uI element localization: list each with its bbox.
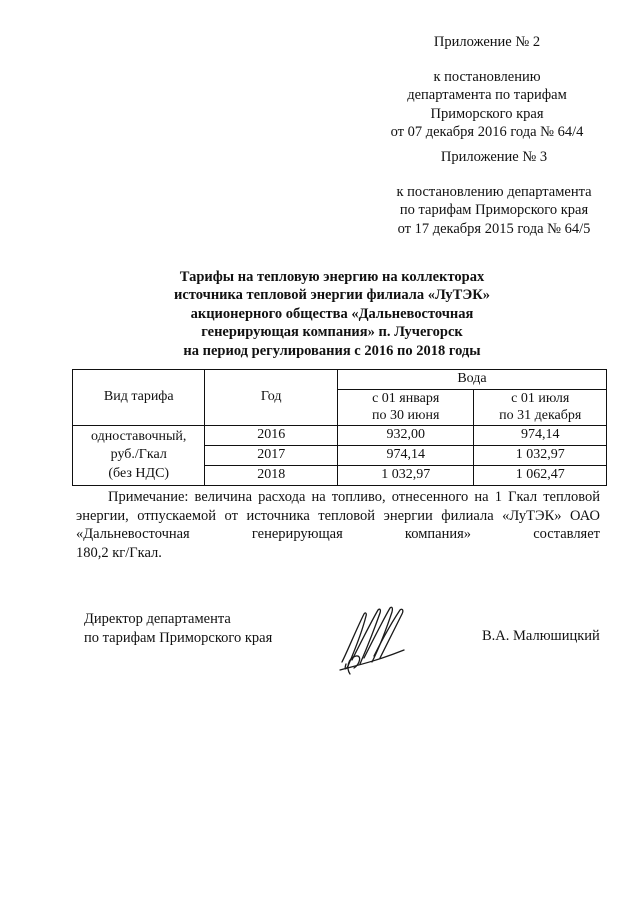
- title-line: акционерного общества «Дальневосточная: [190, 305, 474, 322]
- appendix-2-heading: Приложение № 2: [433, 34, 541, 50]
- period-2-start: с 01 июля: [511, 390, 570, 406]
- signer-position: [84, 610, 272, 648]
- period-1-start: с 01 января: [372, 390, 440, 406]
- title-line: на период регулирования с 2016 по 2018 годы: [183, 342, 481, 359]
- appendix-3-line: по тарифам Приморского края: [399, 202, 589, 219]
- header-period-2: [474, 389, 607, 426]
- header-year: Год: [205, 370, 337, 426]
- table-row: [73, 426, 607, 446]
- signer-position-line: по тарифам Приморского края: [84, 629, 273, 646]
- value-cell: 974,14: [474, 426, 607, 446]
- value-cell: 974,14: [337, 446, 474, 466]
- header-period-1: [337, 389, 474, 426]
- handwritten-signature-icon: [334, 600, 414, 680]
- period-2-end: по 31 декабря: [499, 407, 582, 423]
- note-text: Примечание: величина расхода на топливо, отнесенного на 1 Гкал тепловой энергии, отпускаемой от источника тепловой энергии филиала «ЛуТЭК» ОАО «Дальневосточная генерирующая компания» составляет: [76, 489, 600, 543]
- appendix-2-line: от 07 декабря 2016 года № 64/4: [390, 124, 584, 141]
- year-cell: 2017: [205, 446, 337, 466]
- signer-position-line: Директор департамента: [84, 611, 231, 627]
- appendix-3-block: [374, 148, 614, 238]
- title-line: Тарифы на тепловую энергию на коллекторах: [179, 269, 485, 285]
- appendix-2-line: к постановлению: [433, 68, 541, 85]
- appendix-2-block: [384, 33, 590, 142]
- note-text-end: 180,2 кг/Гкал.: [76, 545, 162, 561]
- table-header-row: [73, 370, 607, 390]
- tariff-type-line: одноставочный,: [91, 429, 187, 445]
- year-cell: 2018: [205, 465, 337, 485]
- tariff-type-line: руб./Гкал: [110, 447, 167, 463]
- header-water: Вода: [337, 370, 606, 390]
- note-paragraph: [76, 488, 600, 544]
- appendix-3-line: к постановлению департамента: [396, 183, 592, 200]
- value-cell: 932,00: [337, 426, 474, 446]
- appendix-3-line: от 17 декабря 2015 года № 64/5: [397, 220, 591, 237]
- value-cell: 1 032,97: [337, 465, 474, 485]
- tariff-type-line: (без НДС): [108, 465, 170, 481]
- header-tariff-type: Вид тарифа: [73, 370, 205, 426]
- appendix-2-line: департамента по тарифам: [407, 87, 567, 104]
- year-cell: 2016: [205, 426, 337, 446]
- tariff-type-cell: [73, 426, 205, 485]
- title-line: источника тепловой энергии филиала «ЛуТЭК»: [174, 287, 490, 304]
- value-cell: 1 032,97: [474, 446, 607, 466]
- title-line: генерирующая компания» п. Лучегорск: [201, 324, 463, 341]
- period-1-end: по 30 июня: [372, 407, 440, 423]
- value-cell: 1 062,47: [474, 465, 607, 485]
- signer-name: В.А. Малюшицкий: [482, 628, 600, 644]
- tariff-table: [72, 369, 607, 486]
- document-title: [120, 268, 544, 360]
- appendix-2-line: Приморского края: [430, 105, 544, 122]
- appendix-3-heading: Приложение № 3: [440, 149, 548, 165]
